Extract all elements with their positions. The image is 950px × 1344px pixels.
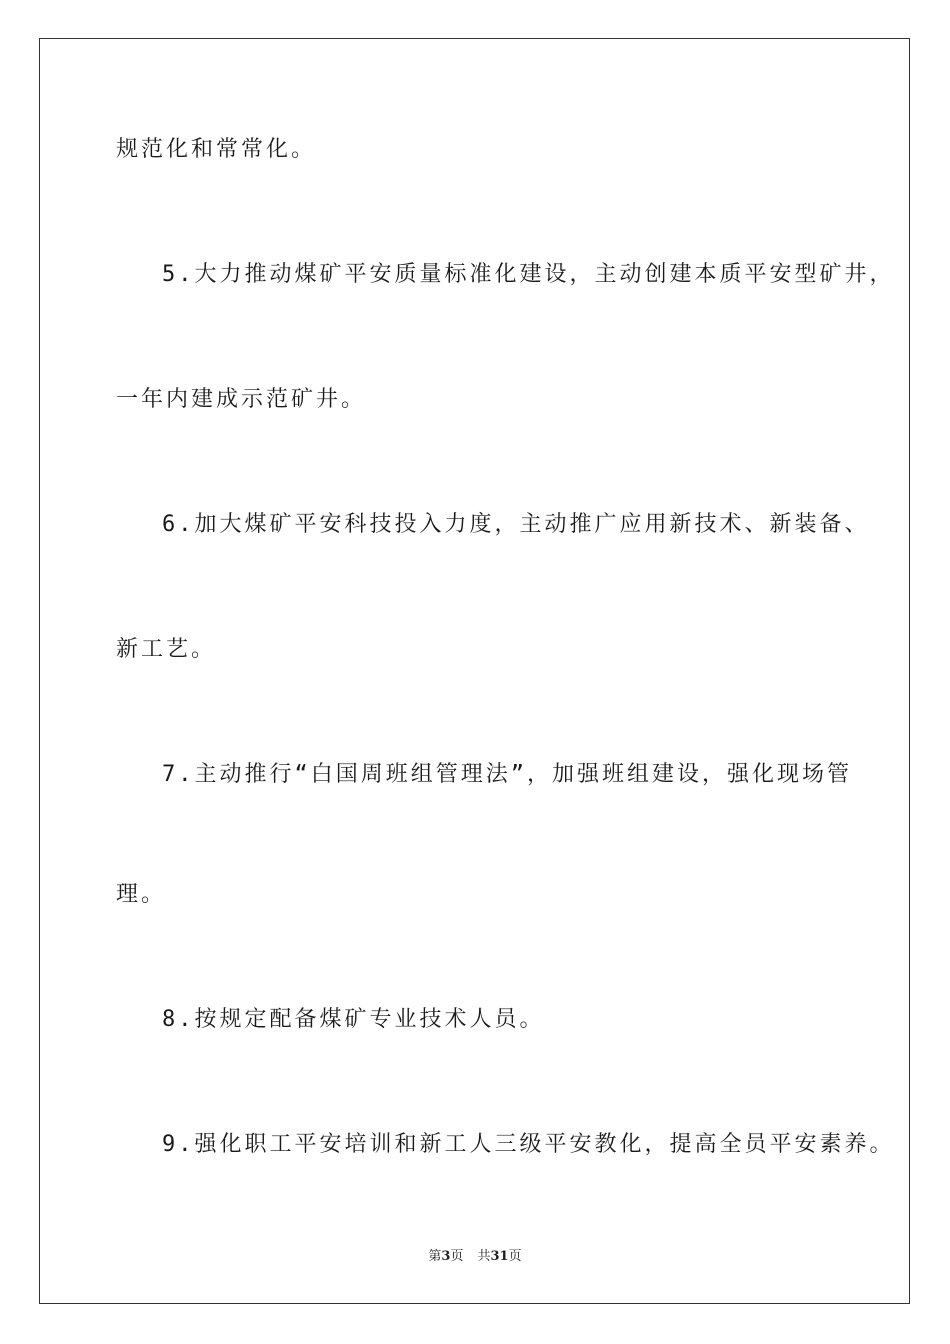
paragraph-line: 7.主动推行“白国周班组管理法”，加强班组建设，强化现场管 xyxy=(162,762,852,787)
paragraph-line: 规范化和常常化。 xyxy=(116,137,317,162)
footer-page-unit: 页 xyxy=(450,1249,464,1264)
paragraph-line: 新工艺。 xyxy=(116,637,217,662)
paragraph-line: 6.加大煤矿平安科技投入力度，主动推广应用新技术、新装备、 xyxy=(162,512,870,537)
paragraph-line: 一年内建成示范矿井。 xyxy=(116,387,367,412)
footer-prefix: 第 xyxy=(428,1249,442,1264)
page-border xyxy=(39,38,910,1304)
paragraph-line: 理。 xyxy=(116,882,167,907)
paragraph-line: 5.大力推动煤矿平安质量标准化建设，主动创建本质平安型矿井， xyxy=(162,262,895,287)
paragraph-line: 9.强化职工平安培训和新工人三级平安教化，提高全员平安素养。 xyxy=(162,1132,895,1157)
page-footer xyxy=(0,1248,950,1266)
footer-total-unit: 页 xyxy=(508,1249,522,1264)
footer-total-prefix: 共 xyxy=(477,1249,491,1264)
total-pages-number: 31 xyxy=(490,1249,509,1264)
current-page-number: 3 xyxy=(441,1249,451,1264)
paragraph-line: 8.按规定配备煤矿专业技术人员。 xyxy=(162,1007,545,1032)
